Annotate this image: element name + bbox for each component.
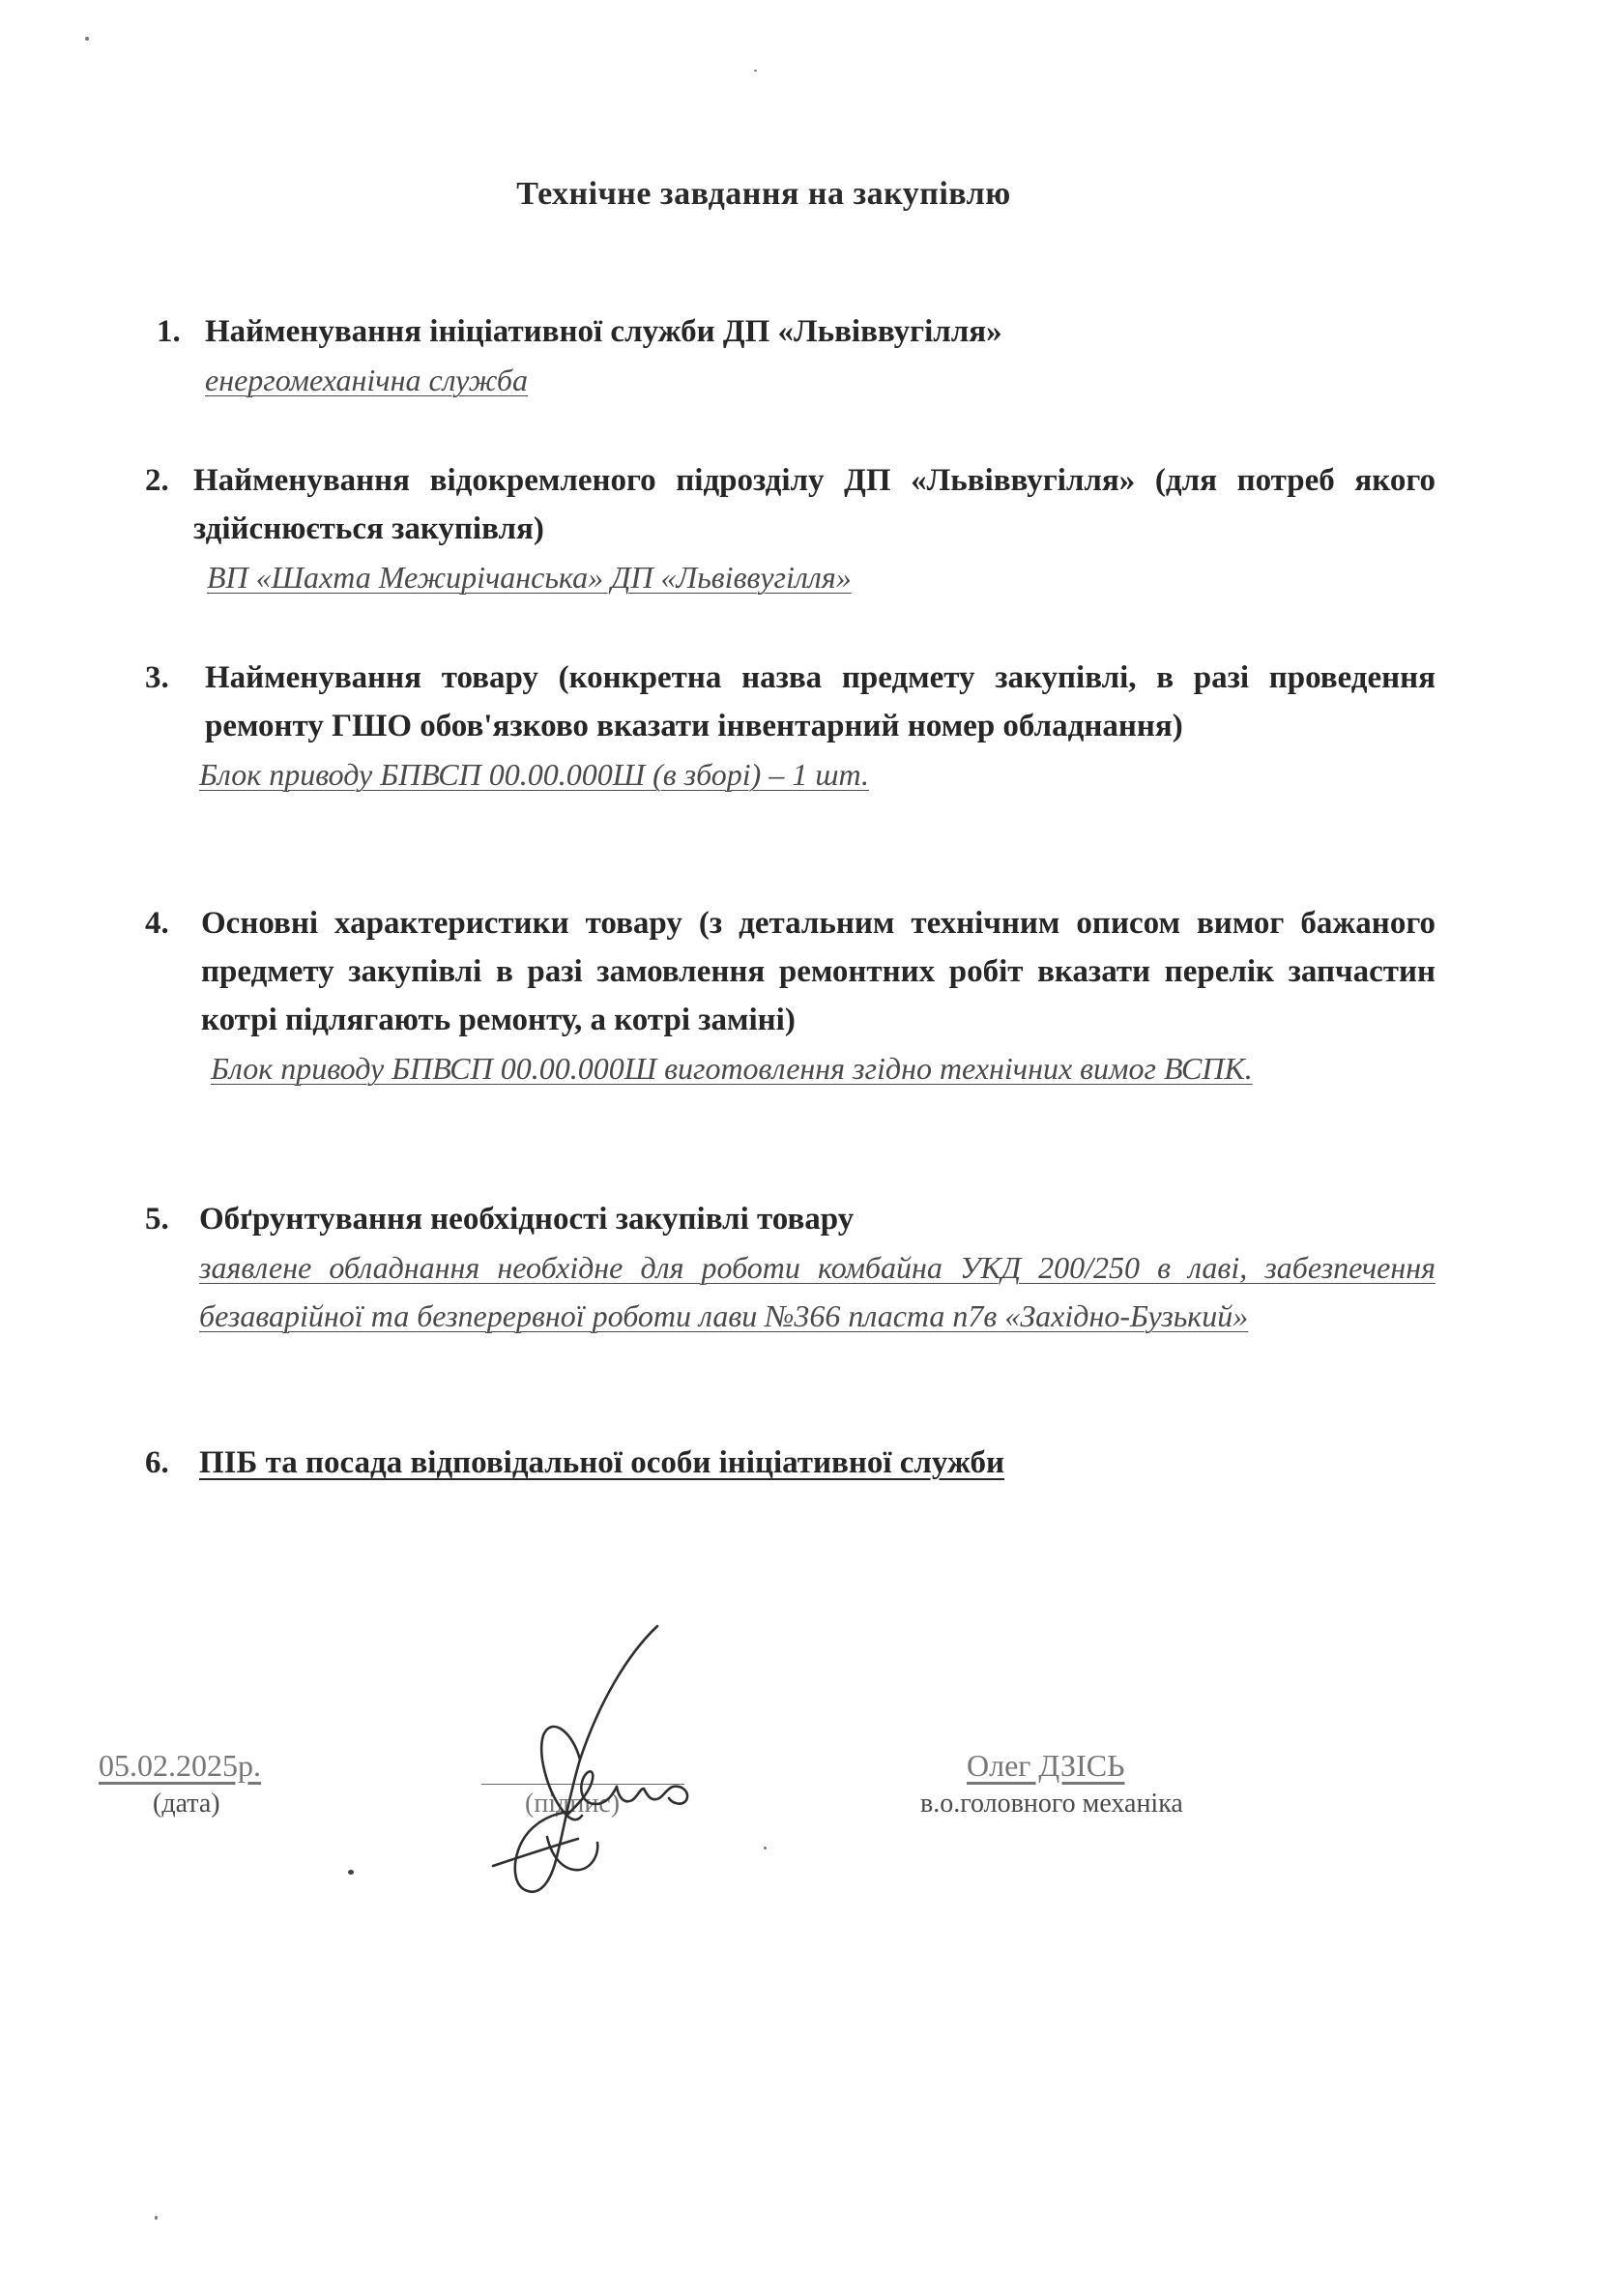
- scan-speck: [85, 37, 89, 41]
- section-6: [145, 1439, 1436, 1487]
- section-value: заявлене обладнання необхідне для роботи комбайна УКД 200/250 в лаві, забезпечення безаварійної та безперервної роботи лави №366 пласта n7в «Західно-Бузький»: [199, 1250, 1436, 1333]
- signatory-name: Олег ДЗІСЬ: [967, 1748, 1125, 1783]
- scan-speck: [764, 1847, 767, 1849]
- section-heading: Найменування ініціативної служби ДП «Львіввугілля»: [205, 314, 1002, 349]
- section-number: 5.: [145, 1202, 169, 1237]
- section-number: 4.: [145, 906, 169, 941]
- section-heading: Найменування товару (конкретна назва предмету закупівлі, в разі проведення ремонту ГШО обов'язково вказати інвентарний номер обладнання): [205, 660, 1436, 743]
- section-number: 2.: [145, 463, 169, 498]
- scan-speck: [348, 1870, 354, 1875]
- section-2: [145, 456, 1436, 601]
- section-number: 3.: [145, 660, 169, 695]
- section-value: Блок приводу БПВСП 00.00.000Ш виготовлення згідно технічних вимог ВСПК.: [211, 1051, 1253, 1086]
- handwritten-signature: [454, 1615, 706, 1905]
- signatory-position: в.о.головного механіка: [920, 1789, 1183, 1819]
- document-title: Технічне завдання на закупівлю: [516, 176, 1011, 212]
- section-value: ВП «Шахта Межирічанська» ДП «Львіввугілля»: [207, 560, 852, 595]
- signature-caption: (підпис): [525, 1789, 621, 1819]
- section-value: енергомеханічна служба: [205, 363, 529, 397]
- section-number: 1.: [157, 314, 181, 349]
- date-caption: (дата): [153, 1789, 220, 1819]
- date-value: 05.02.2025р.: [99, 1748, 261, 1783]
- section-1: [145, 307, 1436, 404]
- section-5: [145, 1195, 1436, 1340]
- scan-speck: [754, 70, 757, 72]
- section-3: [145, 654, 1436, 799]
- scan-speck: [155, 2216, 158, 2220]
- section-heading: Основні характеристики товару (з детальним технічним описом вимог бажаного предмету закупівлі в разі замовлення ремонтних робіт вказати перелік запчастин котрі підлягають ремонту, а котрі заміні): [201, 906, 1436, 1037]
- section-heading: Обґрунтування необхідності закупівлі товару: [199, 1202, 855, 1237]
- section-heading: ПІБ та посада відповідальної особи ініціативної служби: [199, 1445, 1004, 1480]
- section-value: Блок приводу БПВСП 00.00.000Ш (в зборі) – 1 шт.: [199, 757, 869, 792]
- section-heading: Найменування відокремленого підрозділу ДП «Львіввугілля» (для потреб якого здійснюється закупівля): [193, 463, 1436, 546]
- section-number: 6.: [145, 1445, 169, 1480]
- section-4: [145, 899, 1436, 1092]
